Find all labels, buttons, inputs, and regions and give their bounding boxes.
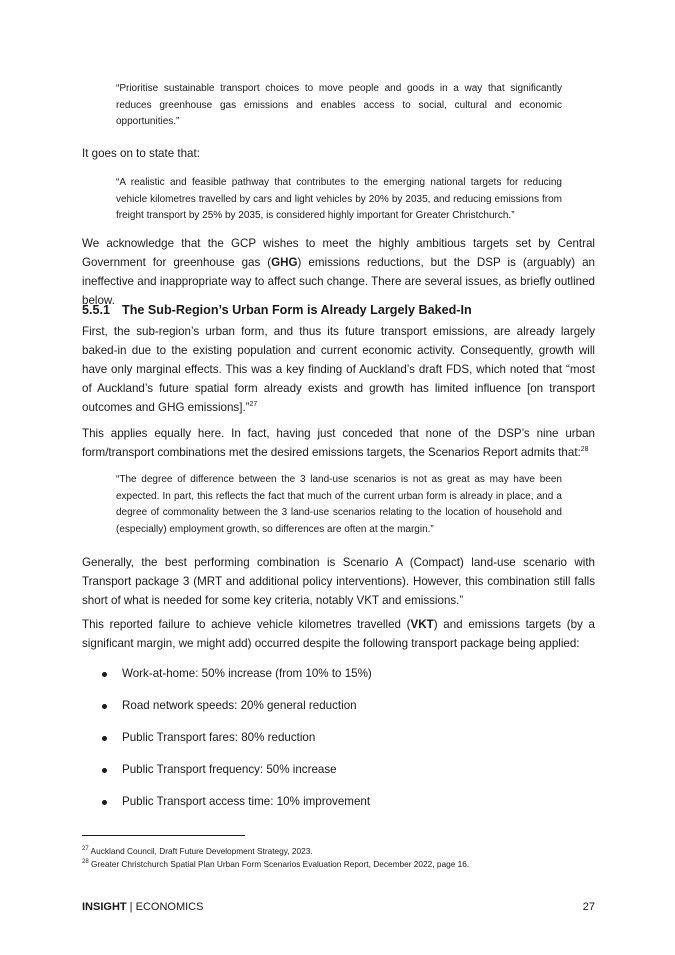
footnote-28-text: Greater Christchurch Spatial Plan Urban Form Scenarios Evaluation Report, December 2022, page 16. — [91, 859, 470, 869]
bullet-icon — [102, 672, 107, 677]
footnote-ref-27: 27 — [249, 401, 258, 409]
footnote-27-text: Auckland Council, Draft Future Development Strategy, 2023. — [90, 846, 313, 856]
list-item-text: Road network speeds: 20% general reduction — [122, 699, 357, 712]
bullet-icon — [102, 736, 107, 741]
quote-block-3: “The degree of difference between the 3 land-use scenarios is not as great as may have been expected. In part, this reflects the fact that much of the current urban form is already in place, and a degree of commonality between the 3 land-use scenarios relating to the location of household and (especially) employment growth, so differences are often at the margin.” — [116, 474, 562, 535]
list-item — [100, 729, 580, 761]
section-heading — [82, 303, 595, 317]
list-item — [100, 665, 580, 697]
list-item — [100, 761, 580, 793]
paragraph-applies-text: This applies equally here. In fact, having just conceded that none of the DSP’s nine urban form/transport combinations met the desired emissions targets, the Scenarios Report admits that: — [82, 427, 595, 459]
paragraph-vkt-text-a: This reported failure to achieve vehicle kilometres travelled ( — [82, 618, 411, 631]
quote-block-1: “Prioritise sustainable transport choices to move people and goods in a way that significantly reduces greenhouse gas emissions and enables access to social, cultural and economic opportunities.” — [116, 83, 562, 127]
footer-brand — [82, 901, 203, 913]
paragraph-ghg-abbr: GHG — [271, 256, 298, 269]
footer-section: ECONOMICS — [135, 901, 204, 913]
bullet-icon — [102, 800, 107, 805]
list-item — [100, 793, 580, 825]
bullet-icon — [102, 768, 107, 773]
footnote-28-number: 28 — [82, 859, 89, 866]
footnote-27-number: 27 — [82, 846, 89, 853]
paragraph-scenario: Generally, the best performing combination is Scenario A (Compact) land-use scenario with Transport package 3 (MRT and additional policy interventions). However, this combination still falls short of what is needed for some key criteria, notably VKT and emissions.” — [82, 556, 595, 607]
footer-separator: | — [126, 901, 136, 913]
bullet-icon — [102, 704, 107, 709]
paragraph-urban-form-text: First, the sub-region’s urban form, and thus its future transport emissions, are already largely baked-in due to the existing population and current economic activity. Consequently, growth will have only marginal effects. This was a key finding of Auckland’s draft FDS, which noted that “most of Auckland’s future spatial form already exists and growth has limited influence [on transport outcomes and GHG emissions].” — [82, 325, 595, 414]
paragraph-urban-form — [82, 322, 595, 417]
paragraph-vkt — [82, 615, 595, 653]
transport-package-list — [100, 665, 580, 825]
paragraph-vkt-abbr: VKT — [410, 618, 434, 631]
quote-block-2: “A realistic and feasible pathway that contributes to the emerging national targets for reducing vehicle kilometres travelled by cars and light vehicles by 20% by 2035, and reducing emissions from freight transport by 25% by 2035, is considered highly important for Greater Christchurch.” — [116, 177, 562, 221]
footnote-27 — [82, 845, 595, 857]
list-item-text: Public Transport access time: 10% improvement — [122, 795, 371, 808]
page-number: 27 — [582, 901, 595, 913]
footer-brand-name: INSIGHT — [82, 901, 127, 913]
paragraph-vkt-text-c: ) and emissions targets (by a significant margin, we might add) occurred despite the following transport package being applied: — [82, 618, 595, 650]
paragraph-intro: It goes on to state that: — [82, 147, 200, 160]
paragraph-ghg-text-c: ) emissions reductions, but the DSP is (arguably) an ineffective and inappropriate way to affect such change. There are several issues, as briefly outlined below. — [82, 256, 595, 307]
paragraph-ghg — [82, 234, 595, 310]
paragraph-applies — [82, 424, 595, 462]
paragraph-ghg-text-a: We acknowledge that the GCP wishes to meet the highly ambitious targets set by Central Government for greenhouse gas ( — [82, 237, 595, 269]
list-item-text: Work-at-home: 50% increase (from 10% to 15%) — [122, 667, 372, 680]
footnote-ref-28: 28 — [580, 446, 589, 454]
section-number: 5.5.1 — [82, 303, 111, 317]
section-title: The Sub-Region’s Urban Form is Already Largely Baked-In — [122, 303, 472, 317]
footnote-28 — [82, 858, 595, 870]
list-item-text: Public Transport frequency: 50% increase — [122, 763, 337, 776]
list-item-text: Public Transport fares: 80% reduction — [122, 731, 316, 744]
list-item — [100, 697, 580, 729]
footnote-divider — [82, 835, 245, 836]
